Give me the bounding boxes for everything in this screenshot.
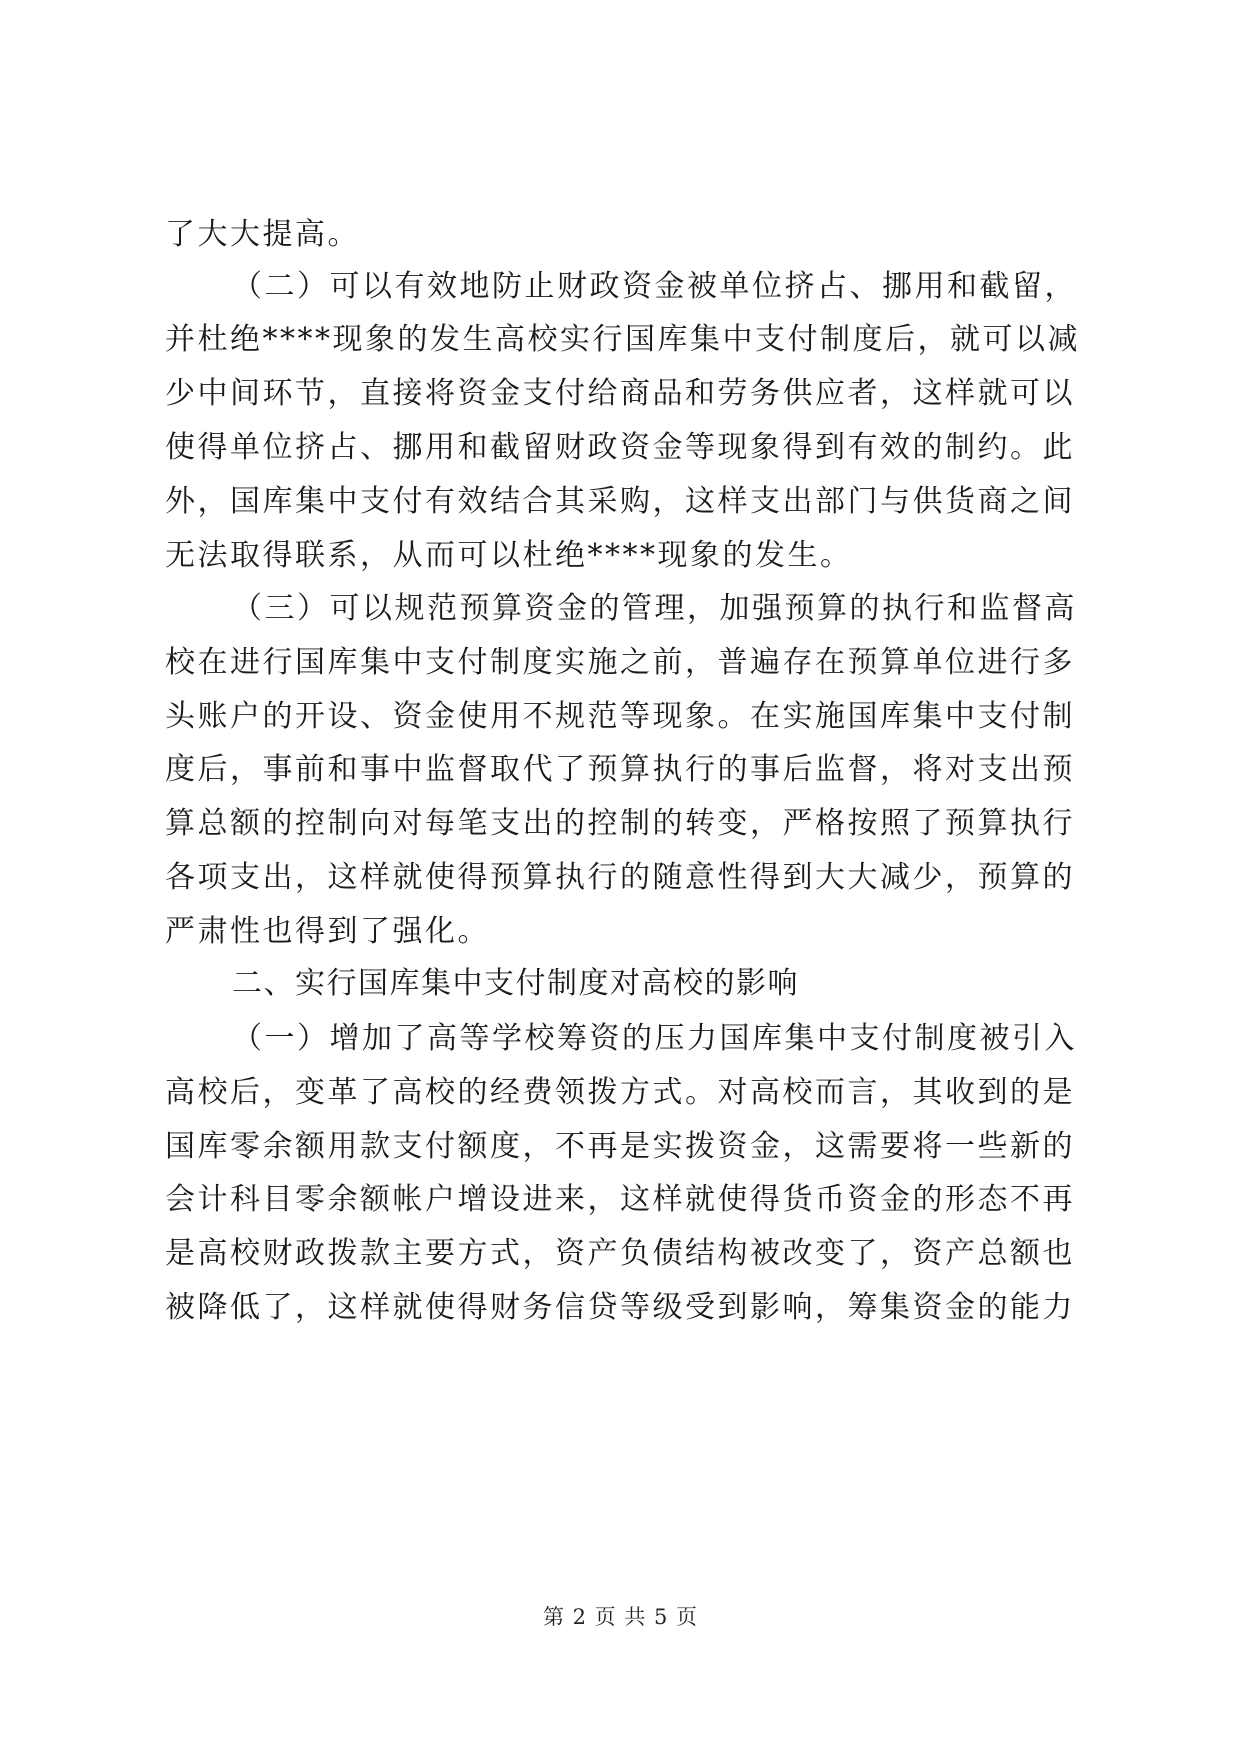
body-line: 度后，事前和事中监督取代了预算执行的事后监督，将对支出预 [165, 752, 1075, 787]
body-line: 被降低了，这样就使得财务信贷等级受到影响，筹集资金的能力 [165, 1290, 1075, 1325]
body-line: 会计科目零余额帐户增设进来，这样就使得货币资金的形态不再 [165, 1182, 1075, 1217]
body-line: 算总额的控制向对每笔支出的控制的转变，严格按照了预算执行 [165, 806, 1075, 841]
body-line: 少中间环节，直接将资金支付给商品和劳务供应者，这样就可以 [165, 376, 1075, 411]
body-line: 校在进行国库集中支付制度实施之前，普遍存在预算单位进行多 [165, 645, 1075, 680]
body-line: 头账户的开设、资金使用不规范等现象。在实施国库集中支付制 [165, 699, 1075, 734]
body-line: 各项支出，这样就使得预算执行的随意性得到大大减少，预算的 [165, 860, 1075, 895]
body-line: 高校后，变革了高校的经费领拨方式。对高校而言，其收到的是 [165, 1075, 1075, 1110]
body-line: 是高校财政拨款主要方式，资产负债结构被改变了，资产总额也 [165, 1236, 1075, 1271]
body-line: 使得单位挤占、挪用和截留财政资金等现象得到有效的制约。此 [165, 430, 1075, 465]
page-number: 第 2 页 共 5 页 [542, 1605, 699, 1629]
body-line: 了大大提高。 [165, 217, 360, 252]
body-line: 国库零余额用款支付额度，不再是实拨资金，这需要将一些新的 [165, 1129, 1075, 1164]
paragraph-3-first-line: （三）可以规范预算资金的管理，加强预算的执行和监督高 [232, 591, 1077, 626]
body-line: 并杜绝****现象的发生高校实行国库集中支付制度后，就可以减 [165, 322, 1080, 357]
body-line: 无法取得联系，从而可以杜绝****现象的发生。 [165, 538, 853, 573]
paragraph-2-first-line: （二）可以有效地防止财政资金被单位挤占、挪用和截留， [232, 269, 1077, 304]
body-line: 外，国库集中支付有效结合其采购，这样支出部门与供货商之间 [165, 484, 1075, 519]
paragraph-4-first-line: （一）增加了高等学校筹资的压力国库集中支付制度被引入 [232, 1021, 1077, 1056]
section-heading: 二、实行国库集中支付制度对高校的影响 [232, 966, 799, 1001]
body-line: 严肃性也得到了强化。 [165, 914, 490, 949]
